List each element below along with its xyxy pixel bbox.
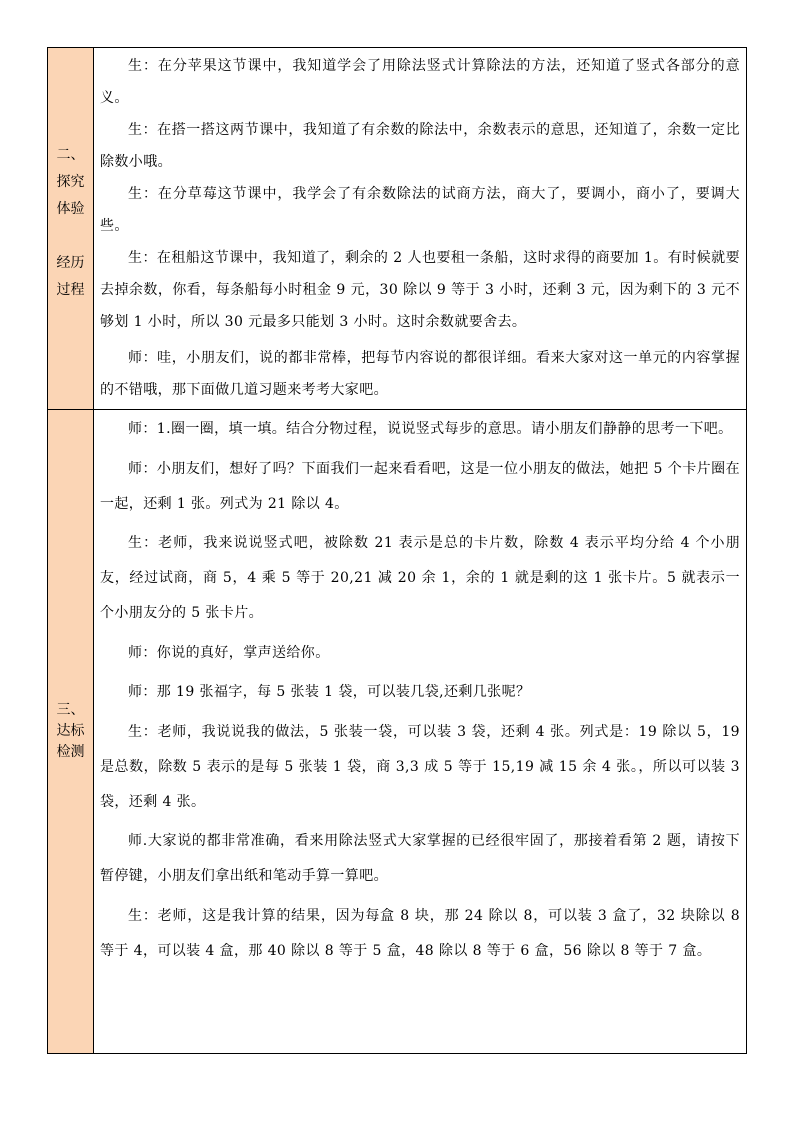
section-row-explore (48, 48, 746, 410)
paragraph: 师.大家说的都非常准确，看来用除法竖式大家掌握的已经很牢固了，那接着看第 2 题，请按下暂停键，小朋友们拿出纸和笔动手算一算吧。 (100, 833, 740, 884)
paragraph: 生：老师，我来说说竖式吧，被除数 21 表示是总的卡片数，除数 4 表示平均分给 4 个小朋友，经过试商，商 5，4 乘 5 等于 20,21 减 20 余 1，余的 1 就是剩的这 1 张卡片。5 就表示一个小朋友分的 5 张卡片。 (100, 535, 740, 621)
paragraph: 生：老师，我说说我的做法，5 张装一袋，可以装 3 袋，还剩 4 张。列式是：19 除以 5，19 是总数，除数 5 表示的是每 5 张装 1 袋，商 3,3 成 5 等于 15,19 减 15 余 4 张。，所以可以装 3 袋，还剩 4 张。 (100, 723, 740, 810)
paragraph: 师：小朋友们，想好了吗？下面我们一起来看看吧，这是一位小朋友的做法，她把 5 个卡片圈在一起，还剩 1 张。列式为 21 除以 4。 (100, 460, 740, 512)
section-content-explore (94, 48, 746, 409)
paragraph: 师：你说的真好，掌声送给你。 (128, 644, 330, 661)
label-line: 探究 (56, 174, 85, 190)
paragraph: 师：哇，小朋友们，说的都非常棒，把每节内容说的都很详细。看来大家对这一单元的内容掌握的不错哦，那下面做几道习题来考考大家吧。 (100, 350, 740, 398)
paragraph: 生：在分苹果这节课中，我知道学会了用除法竖式计算除法的方法，还知道了竖式各部分的意义。 (100, 58, 740, 106)
label-line: 三、 (56, 702, 85, 718)
section-label-explore (48, 48, 94, 409)
lesson-table (47, 47, 747, 1054)
paragraph: 生：在分草莓这节课中，我学会了有余数除法的试商方法，商大了，要调小，商小了，要调大些。 (100, 186, 740, 234)
label-line: 二、 (56, 147, 85, 163)
paragraph: 生：老师，这是我计算的结果，因为每盒 8 块，那 24 除以 8，可以装 3 盒了，32 块除以 8 等于 4，可以装 4 盒，那 40 除以 8 等于 5 盒，48 除以 8 等于 6 盒，56 除以 8 等于 7 盒。 (100, 907, 740, 959)
label-line: 过程 (56, 282, 85, 298)
paragraph: 生：在搭一搭这两节课中，我知道了有余数的除法中，余数表示的意思，还知道了，余数一定比除数小哦。 (100, 122, 740, 170)
paragraph: 师：那 19 张福字，每 5 张装 1 袋，可以装几袋,还剩几张呢？ (128, 684, 531, 700)
label-line: 检测 (56, 744, 85, 760)
section-label-test (48, 410, 94, 1053)
label-spacer (48, 223, 93, 250)
label-line: 经历 (56, 255, 85, 271)
paragraph: 师：1.圈一圈，填一填。结合分物过程，说说竖式每步的意思。请小朋友们静静的思考一下吧。 (128, 421, 733, 437)
section-row-test (48, 410, 746, 1053)
paragraph: 生：在租船这节课中，我知道了，剩余的 2 人也要租一条船，这时求得的商要加 1。有时候就要去掉余数，你看，每条船每小时租金 9 元，30 除以 9 等于 3 小时，还剩 3 元，因为剩下的 3 元不够划 1 小时，所以 30 元最多只能划 3 小时。这时余数就要舍去。 (100, 250, 740, 330)
label-line: 体验 (56, 201, 85, 217)
section-content-test (94, 410, 746, 1053)
label-line: 达标 (56, 723, 85, 739)
